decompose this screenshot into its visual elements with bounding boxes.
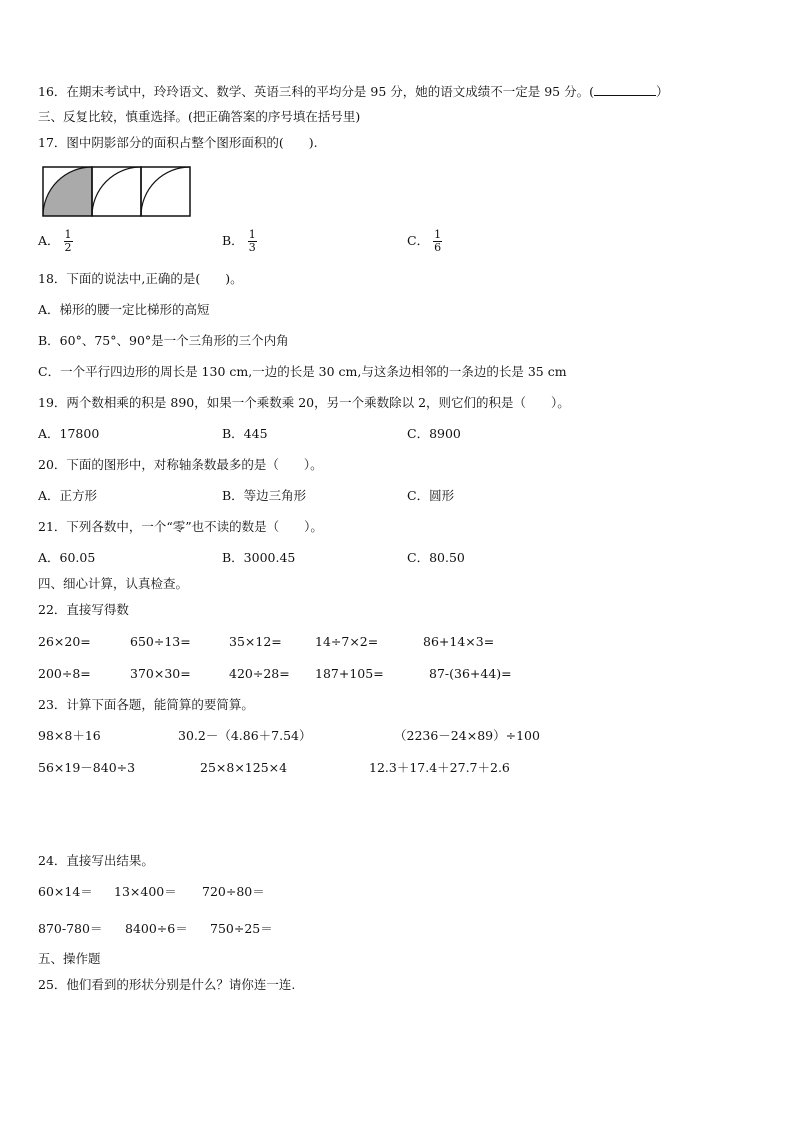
- section-3-heading: 三、反复比较，慎重选择。(把正确答案的序号填在括号里): [38, 109, 361, 124]
- q18-option-a[interactable]: A．梯形的腰一定比梯形的高短: [38, 302, 210, 317]
- q22-item: 200÷8=: [38, 666, 91, 681]
- q18-option-b[interactable]: B．60°、75°、90°是一个三角形的三个内角: [38, 333, 289, 348]
- q18-option-c[interactable]: C．一个平行四边形的周长是 130 cm,一边的长是 30 cm,与这条边相邻的一条边的长是 35 cm: [38, 364, 567, 379]
- q24-item: 60×14＝: [38, 884, 93, 899]
- q18-question: 18．下面的说法中,正确的是( )。: [38, 271, 243, 286]
- q22-item: 420÷28=: [229, 666, 290, 681]
- q22-item: 370×30=: [130, 666, 191, 681]
- q16-line: [38, 83, 669, 100]
- square-3: [141, 167, 190, 216]
- q21-option-c[interactable]: C．80.50: [407, 550, 465, 565]
- q23-item: （2236－24×89）÷100: [394, 728, 540, 743]
- q20-option-b[interactable]: B．等边三角形: [222, 488, 307, 503]
- arc-2: [92, 167, 141, 216]
- q23-item: 30.2－（4.86＋7.54）: [178, 728, 312, 743]
- q20-option-a[interactable]: A．正方形: [38, 488, 98, 503]
- q19-option-c[interactable]: C．8900: [407, 426, 461, 441]
- arc-3: [141, 167, 190, 216]
- section-4-heading: 四、细心计算，认真检查。: [38, 576, 189, 591]
- q21-option-a[interactable]: A．60.05: [38, 550, 96, 565]
- q24-item: 870-780＝: [38, 921, 103, 936]
- q16-text: 16．在期末考试中，玲玲语文、数学、英语三科的平均分是 95 分，她的语文成绩不一定是 95 分。(: [38, 84, 594, 99]
- q17-option-a[interactable]: A． $\frac{1}{2}$: [38, 228, 72, 254]
- q23-item: 98×8＋16: [38, 728, 101, 743]
- q23-item: 12.3＋17.4＋27.7＋2.6: [369, 760, 510, 775]
- q24-item: 750÷25＝: [210, 921, 273, 936]
- q16-answer-blank[interactable]: [594, 83, 656, 96]
- q24-item: 13×400＝: [114, 884, 177, 899]
- shaded-quarter-circle: [43, 167, 92, 216]
- q23-item: 25×8×125×4: [200, 760, 288, 775]
- q22-item: 650÷13=: [130, 634, 191, 649]
- section-5-heading: 五、操作题: [38, 951, 101, 966]
- q23-question: 23．计算下面各题，能简算的要简算。: [38, 697, 254, 712]
- q17-figure: [42, 166, 194, 218]
- q20-option-c[interactable]: C．圆形: [407, 488, 455, 503]
- q16-close: ）: [656, 84, 669, 99]
- q22-item: 187+105=: [315, 666, 384, 681]
- square-2: [92, 167, 141, 216]
- q24-question: 24．直接写出结果。: [38, 853, 154, 868]
- q21-option-b[interactable]: B．3000.45: [222, 550, 296, 565]
- q17-question: 17．图中阴影部分的面积占整个图形面积的( ).: [38, 135, 318, 150]
- q19-question: 19．两个数相乘的积是 890，如果一个乘数乘 20，另一个乘数除以 2，则它们的积是（ ）。: [38, 395, 570, 410]
- q24-item: 720÷80＝: [202, 884, 265, 899]
- q21-question: 21．下列各数中，一个“零”也不读的数是（ ）。: [38, 519, 323, 534]
- q17-option-c[interactable]: C． $\frac{1}{6}$: [407, 228, 442, 254]
- q24-item: 8400÷6＝: [125, 921, 188, 936]
- q22-item: 35×12=: [229, 634, 282, 649]
- q25-question: 25．他们看到的形状分别是什么？请你连一连.: [38, 977, 296, 992]
- q19-option-a[interactable]: A．17800: [38, 426, 100, 441]
- q22-item: 86+14×3=: [423, 634, 495, 649]
- q22-question: 22．直接写得数: [38, 602, 129, 617]
- q17-option-b[interactable]: B． $\frac{1}{3}$: [222, 228, 256, 254]
- q19-option-b[interactable]: B．445: [222, 426, 268, 441]
- q22-item: 26×20=: [38, 634, 91, 649]
- q22-item: 14÷7×2=: [315, 634, 379, 649]
- q22-item: 87-(36+44)=: [429, 666, 512, 681]
- q20-question: 20．下面的图形中，对称轴条数最多的是（ ）。: [38, 457, 323, 472]
- q23-item: 56×19－840÷3: [38, 760, 136, 775]
